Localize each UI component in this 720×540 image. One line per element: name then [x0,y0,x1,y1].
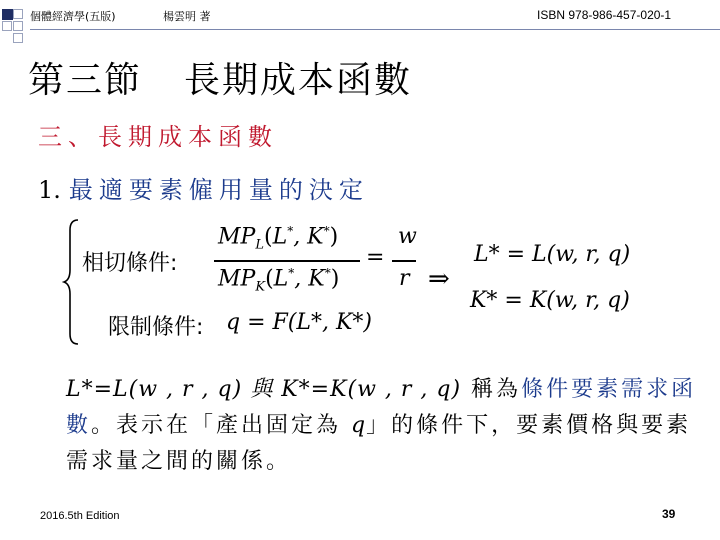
subtitle: 三、長期成本函數 [38,123,278,151]
footer-edition: 2016.5th Edition [40,510,120,522]
result-K: K* = K(w, r, q) [470,288,630,313]
para-q: q [351,413,367,438]
section-label: 第三節 [28,60,143,101]
para-mid: 稱為 [461,377,522,402]
slide-title [28,52,412,103]
key-term: 條件要素需求函數 [66,377,697,438]
para-rest1: 。表示在「產出固定為 [91,413,352,438]
formula-block [62,216,662,346]
left-brace [62,216,82,348]
header-decoration [0,0,24,60]
explanation-paragraph [66,372,706,480]
para-rest2: 」的條件下，要素價格與要素需求量之間的關係。 [66,413,692,474]
header-author: 楊雲明 著 [163,10,211,23]
fraction-bar-right [392,260,416,262]
item-heading [38,170,369,205]
item-number: 1. [38,176,61,204]
frac-left-bottom: $MP_K(L^*$, K*) [218,266,340,295]
fraction-bar-left [214,260,360,262]
header-square [13,33,23,43]
frac-left-top: $MP_L(L^*$, K*) [218,224,339,253]
frac-right-top: w [398,224,417,249]
header-square [2,21,12,31]
constraint-label: 限制條件: [108,315,204,340]
header-rule [30,29,720,30]
header-book-title: 個體經濟學(五版) [30,10,116,23]
header-square-dark [2,9,13,20]
constraint-equation: q = F(L*, K*) [226,310,372,335]
formula-inline: L*=L(w , r , q) 與 K*=K(w , r , q) [66,377,462,402]
result-L: L* = L(w, r, q) [474,242,631,267]
tangency-label: 相切條件: [82,251,178,276]
equals-sign: = [366,245,385,270]
header-square [13,21,23,31]
section-topic: 長期成本函數 [184,60,413,101]
implies-arrow: ⇒ [428,264,450,294]
header-isbn: ISBN 978-986-457-020-1 [537,8,672,22]
item-text: 最適要素僱用量的決定 [68,176,369,204]
header-square [13,9,23,19]
frac-right-bottom: r [399,266,410,291]
page-number: 39 [662,507,676,521]
